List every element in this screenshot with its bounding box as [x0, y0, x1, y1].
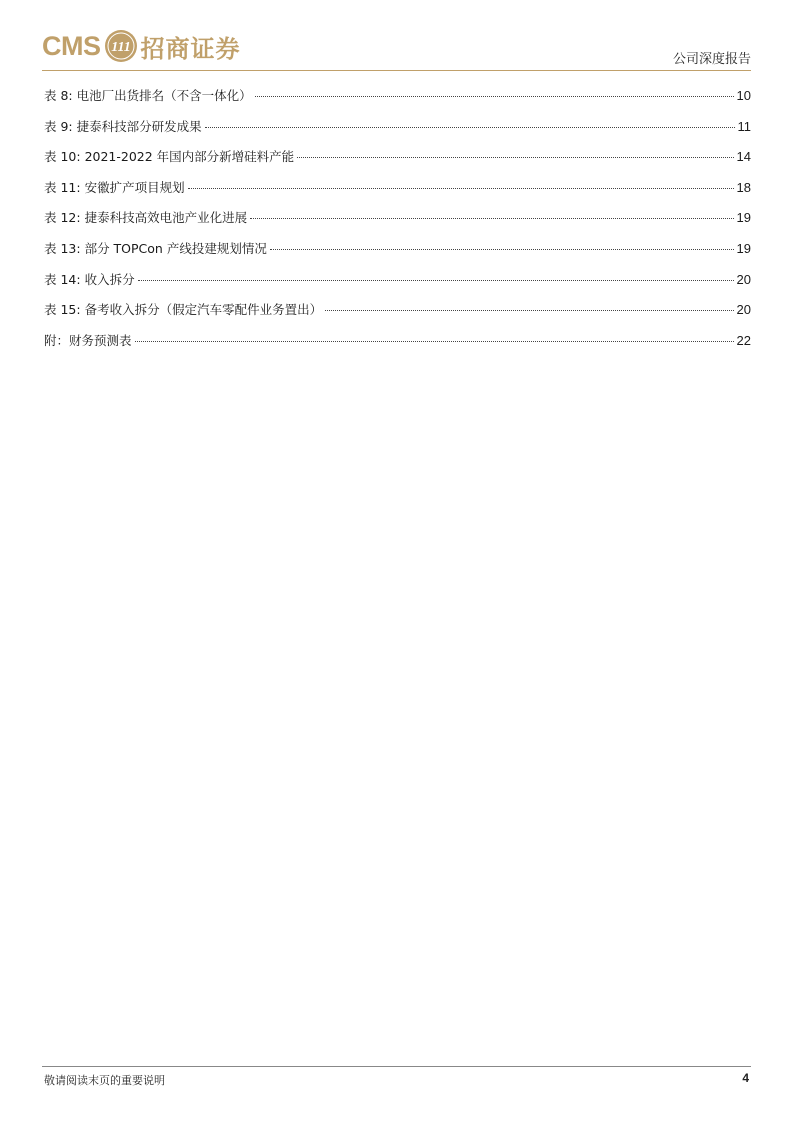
footer-disclaimer-note: 敬请阅读末页的重要说明 [44, 1074, 165, 1087]
toc-entry[interactable] [44, 331, 751, 362]
toc-entry-page-number[interactable]: 18 [736, 179, 751, 195]
logo-emblem-icon [104, 29, 138, 63]
toc-entry-title[interactable]: 表 12: 捷泰科技高效电池产业化进展 [44, 210, 248, 226]
company-logo [42, 28, 241, 64]
report-type-label: 公司深度报告 [672, 52, 751, 67]
toc-leader-dots [250, 218, 733, 219]
toc-leader-dots [135, 341, 734, 342]
toc-leader-dots [325, 310, 733, 311]
toc-entry-page-number[interactable]: 22 [736, 332, 751, 348]
toc-entry-title[interactable]: 表 14: 收入拆分 [44, 271, 135, 287]
toc-entry-page-number[interactable]: 20 [736, 271, 751, 287]
toc-entry[interactable] [44, 270, 751, 301]
logo-latin-text: CMS [42, 30, 101, 61]
toc-entry[interactable] [44, 147, 751, 178]
page-number: 4 [742, 1071, 749, 1085]
toc-entry-page-number[interactable]: 11 [737, 118, 751, 134]
table-of-contents [44, 86, 751, 361]
toc-entry[interactable] [44, 239, 751, 270]
page-header [42, 28, 751, 70]
toc-entry-page-number[interactable]: 14 [736, 149, 751, 165]
toc-entry-title[interactable]: 表 9: 捷泰科技部分研发成果 [44, 118, 202, 134]
toc-leader-dots [138, 280, 734, 281]
toc-entry-page-number[interactable]: 19 [736, 240, 751, 256]
toc-entry-title[interactable]: 表 10: 2021-2022 年国内部分新增硅料产能 [44, 149, 295, 165]
toc-entry-title[interactable]: 表 11: 安徽扩产项目规划 [44, 179, 185, 195]
logo-emblem-text: 111 [110, 40, 131, 55]
toc-leader-dots [297, 157, 733, 158]
toc-entry-title[interactable]: 表 13: 部分 TOPCon 产线投建规划情况 [44, 240, 267, 256]
footer-divider [42, 1066, 751, 1067]
toc-leader-dots [270, 249, 734, 250]
toc-entry-page-number[interactable]: 10 [736, 88, 751, 103]
toc-entry[interactable] [44, 178, 751, 209]
toc-entry-title[interactable]: 附：财务预测表 [44, 332, 132, 348]
toc-entry[interactable] [44, 300, 751, 331]
toc-leader-dots [205, 127, 735, 128]
toc-entry-title[interactable]: 表 8: 电池厂出货排名（不含一体化） [44, 88, 252, 103]
toc-entry[interactable] [44, 86, 751, 117]
toc-entry[interactable] [44, 208, 751, 239]
toc-entry[interactable] [44, 117, 751, 148]
logo-chinese-text: 招商证券 [140, 33, 241, 63]
toc-entry-page-number[interactable]: 20 [736, 302, 751, 318]
toc-entry-title[interactable]: 表 15: 备考收入拆分（假定汽车零配件业务置出） [44, 302, 323, 318]
toc-leader-dots [188, 188, 734, 189]
toc-leader-dots [255, 96, 734, 97]
toc-entry-page-number[interactable]: 19 [736, 210, 751, 226]
header-divider [42, 70, 751, 71]
